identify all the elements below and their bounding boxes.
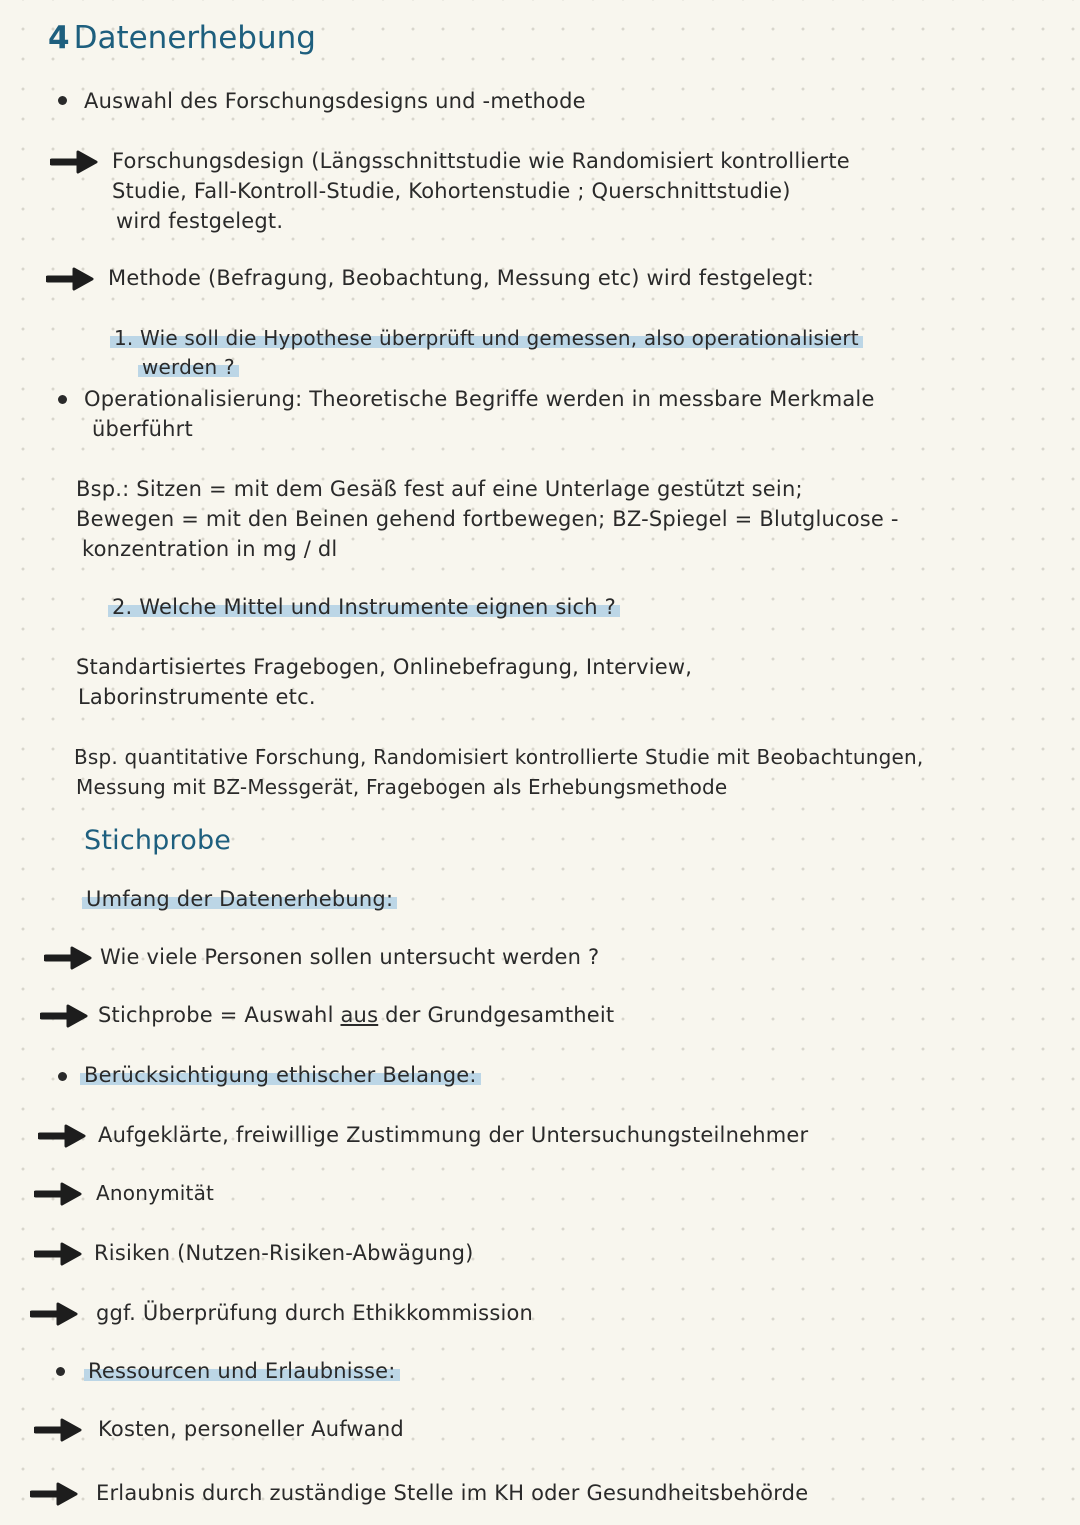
bullet-dot [58, 96, 67, 105]
umfang-text: Umfang der Datenerhebung: [82, 887, 397, 911]
bullet-dot [56, 1367, 65, 1376]
arrow-icon [34, 1182, 84, 1206]
ressourcen-text: Ressourcen und Erlaubnisse: [84, 1359, 400, 1383]
bullet-dot [58, 395, 67, 404]
arrow-icon [44, 946, 94, 970]
ressourcen-heading [84, 1356, 400, 1386]
question-1-text: 1. Wie soll die Hypothese überprüft und gemessen, also operationalisiert [110, 326, 863, 350]
ethik-heading [80, 1060, 481, 1090]
design-line-3: wird festgelegt. [116, 209, 284, 233]
ethik-item-3: Risiken (Nutzen-Risiken-Abwägung) [94, 1241, 474, 1265]
page-title [48, 20, 316, 56]
section-title: Datenerhebung [73, 20, 316, 56]
ethik-item-1: Aufgeklärte, freiwillige Zustimmung der Untersuchungsteilnehmer [98, 1123, 809, 1147]
instrumente-line-1: Standartisiertes Fragebogen, Onlinebefragung, Interview, [76, 655, 693, 679]
design-line-2: Studie, Fall-Kontroll-Studie, Kohortenstudie ; Querschnittstudie) [112, 179, 791, 203]
arrow-icon [34, 1418, 84, 1442]
stichprobe-item-1: Wie viele Personen sollen untersucht werden ? [100, 945, 600, 969]
arrow-icon [30, 1482, 80, 1506]
bullet-auswahl: Auswahl des Forschungsdesigns und -methode [84, 89, 586, 113]
stichprobe-item-2-b: der Grundgesamtheit [378, 1003, 615, 1027]
arrow-icon [34, 1242, 84, 1266]
question-2-text: 2. Welche Mittel und Instrumente eignen sich ? [108, 595, 620, 619]
bsp1-line-3: konzentration in mg / dl [82, 537, 338, 561]
ethik-item-4: ggf. Überprüfung durch Ethikkommission [96, 1301, 534, 1325]
bsp1-line-1: Bsp.: Sitzen = mit dem Gesäß fest auf eine Unterlage gestützt sein; [76, 477, 803, 501]
question-1 [110, 323, 863, 353]
design-line-1: Forschungsdesign (Längsschnittstudie wie Randomisiert kontrollierte [112, 149, 850, 173]
arrow-icon [50, 150, 100, 174]
bsp1-line-2: Bewegen = mit den Beinen gehend fortbewegen; BZ-Spiegel = Blutglucose - [76, 507, 899, 531]
arrow-icon [38, 1124, 88, 1148]
methode-line: Methode (Befragung, Beobachtung, Messung etc) wird festgelegt: [108, 266, 815, 290]
stichprobe-item-2-aus: aus [340, 1003, 379, 1027]
bsp2-line-2: Messung mit BZ-Messgerät, Fragebogen als Erhebungsmethode [76, 775, 728, 799]
instrumente-line-2: Laborinstrumente etc. [78, 685, 316, 709]
bsp2-line-1: Bsp. quantitative Forschung, Randomisiert kontrollierte Studie mit Beobachtungen, [74, 745, 924, 769]
arrow-icon [46, 267, 96, 291]
stichprobe-item-2 [98, 1000, 614, 1030]
question-1-cont [138, 352, 239, 382]
operationalisierung-line-2: überführt [92, 417, 193, 441]
ethik-item-2: Anonymität [96, 1181, 215, 1205]
ethik-text: Berücksichtigung ethischer Belange: [80, 1063, 481, 1087]
bullet-dot [58, 1072, 67, 1081]
question-2 [108, 592, 620, 622]
stichprobe-item-2-a: Stichprobe = Auswahl [98, 1003, 341, 1027]
arrow-icon [40, 1004, 90, 1028]
ressourcen-item-2: Erlaubnis durch zuständige Stelle im KH oder Gesundheitsbehörde [96, 1481, 809, 1505]
ressourcen-item-1: Kosten, personeller Aufwand [98, 1417, 404, 1441]
operationalisierung-line-1: Operationalisierung: Theoretische Begriffe werden in messbare Merkmale [84, 387, 875, 411]
stichprobe-heading: Stichprobe [84, 825, 232, 856]
question-1-cont-text: werden ? [138, 355, 239, 379]
section-number: 4 [48, 20, 70, 56]
umfang-heading [82, 884, 397, 914]
arrow-icon [30, 1302, 80, 1326]
